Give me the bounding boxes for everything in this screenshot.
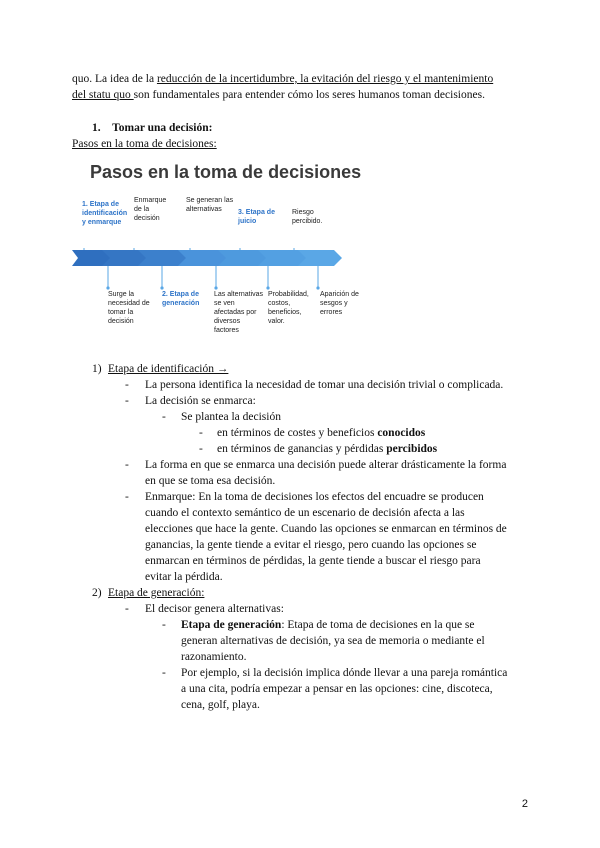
dash: -	[125, 395, 129, 407]
step2-bullet-1-1-cont: razonamiento.	[181, 651, 247, 663]
diagram-bottom-label-4: Probabilidad, costos, beneficios, valor.	[268, 291, 309, 325]
section-title: Tomar una decisión:	[112, 122, 213, 134]
dash: -	[125, 379, 129, 391]
decision-steps-diagram	[72, 156, 372, 356]
step2-bullet-1-2: Por ejemplo, si la decisión implica dónde llevar a una pareja romántica	[181, 667, 508, 679]
step1-bullet-4-cont: enmarcan en términos de pérdidas, la gente tiende a buscar el riesgo para	[145, 555, 481, 567]
diagram-top-label-1: 1. Etapa de identificación y enmarque	[82, 201, 128, 226]
step1-bullet-3: La forma en que se enmarca una decisión puede alterar drásticamente la forma	[145, 459, 507, 471]
dash: -	[125, 491, 129, 503]
intro-text: quo. La idea de la	[72, 73, 157, 85]
section-heading	[92, 121, 212, 136]
step1-bullet-3-cont: en que se toma esa decisión.	[145, 475, 276, 487]
step1-bullet-4-cont: ganancias, la gente tiende a evitar el riesgo, pero cuando las opciones se	[145, 539, 477, 551]
step2-number: 2)	[92, 587, 102, 599]
dash: -	[162, 667, 166, 679]
step1-bullet-2-1-2	[217, 442, 437, 457]
diagram-bottom-label-2: 2. Etapa de generación	[162, 291, 200, 307]
step1-bullet-4-cont: evitar la pérdida.	[145, 571, 223, 583]
step2-title: Etapa de generación:	[108, 587, 205, 599]
step1-bullet-4-cont: cuando el contexto semántico de un escenario de decisión afecta a las	[145, 507, 465, 519]
bold-text: conocidos	[377, 427, 426, 439]
text: en términos de ganancias y pérdidas	[217, 443, 387, 455]
dash: -	[162, 411, 166, 423]
diagram-top-label-3: Se generan las alternativas	[186, 197, 234, 213]
step2-bullet-1-2-cont: cena, golf, playa.	[181, 699, 260, 711]
intro-text-2: son fundamentales para entender cómo los seres humanos toman decisiones.	[133, 89, 485, 101]
section-subtitle: Pasos en la toma de decisiones:	[72, 138, 217, 150]
step2-bullet-1-1-cont: generan alternativas de decisión, ya sea de memoria o mediante el	[181, 635, 485, 647]
dash: -	[125, 603, 129, 615]
step1-bullet-2: La decisión se enmarca:	[145, 395, 256, 407]
step1-title: Etapa de identificación →	[108, 363, 229, 375]
text: en términos de costes y beneficios	[217, 427, 378, 439]
diagram-bottom-label-3: Las alternativas se ven afectadas por diversos factores	[214, 291, 264, 334]
page-number: 2	[521, 798, 528, 810]
diagram-top-label-2: Enmarque de la decisión	[134, 197, 167, 222]
diagram-title: Pasos en la toma de decisiones	[90, 162, 362, 182]
step1-bullet-4: Enmarque: En la toma de decisiones los efectos del encuadre se producen	[145, 491, 484, 503]
dash: -	[125, 459, 129, 471]
diagram-top-label-5: Riesgo percibido.	[292, 209, 323, 225]
diagram-top-label-4: 3. Etapa de juicio	[238, 209, 275, 225]
step1-bullet-4-cont: elecciones que hace la gente. Cuando las opciones se enmarcan en términos de	[145, 523, 507, 535]
text: : Etapa de toma de decisiones en la que se	[281, 619, 475, 631]
diagram-bottom-label-5: Aparición de sesgos y errores	[320, 291, 359, 316]
step1-bullet-1: La persona identifica la necesidad de tomar una decisión trivial o complicada.	[145, 379, 504, 391]
intro-line-1	[72, 72, 493, 87]
step2-bullet-1-2-cont: a una cita, podría empezar a pensar en las opciones: cine, discoteca,	[181, 683, 493, 695]
diagram-bottom-label-1: Surge la necesidad de tomar la decisión	[108, 291, 150, 325]
dash: -	[162, 619, 166, 631]
step1-bullet-2-1-1	[217, 426, 425, 441]
dash: -	[199, 427, 203, 439]
intro-underlined-text-2: del statu quo	[72, 89, 134, 101]
step2-bullet-1-1	[181, 618, 475, 633]
intro-line-2	[72, 88, 485, 103]
step2-bullet-1: El decisor genera alternativas:	[145, 603, 284, 615]
bold-text: percibidos	[386, 443, 438, 455]
section-number: 1.	[92, 122, 101, 134]
bold-text: Etapa de generación	[181, 619, 282, 631]
intro-underlined-text: reducción de la incertidumbre, la evitación del riesgo y el mantenimiento	[156, 73, 494, 85]
step1-number: 1)	[92, 363, 102, 375]
dash: -	[199, 443, 203, 455]
step1-bullet-2-1: Se plantea la decisión	[181, 411, 281, 423]
